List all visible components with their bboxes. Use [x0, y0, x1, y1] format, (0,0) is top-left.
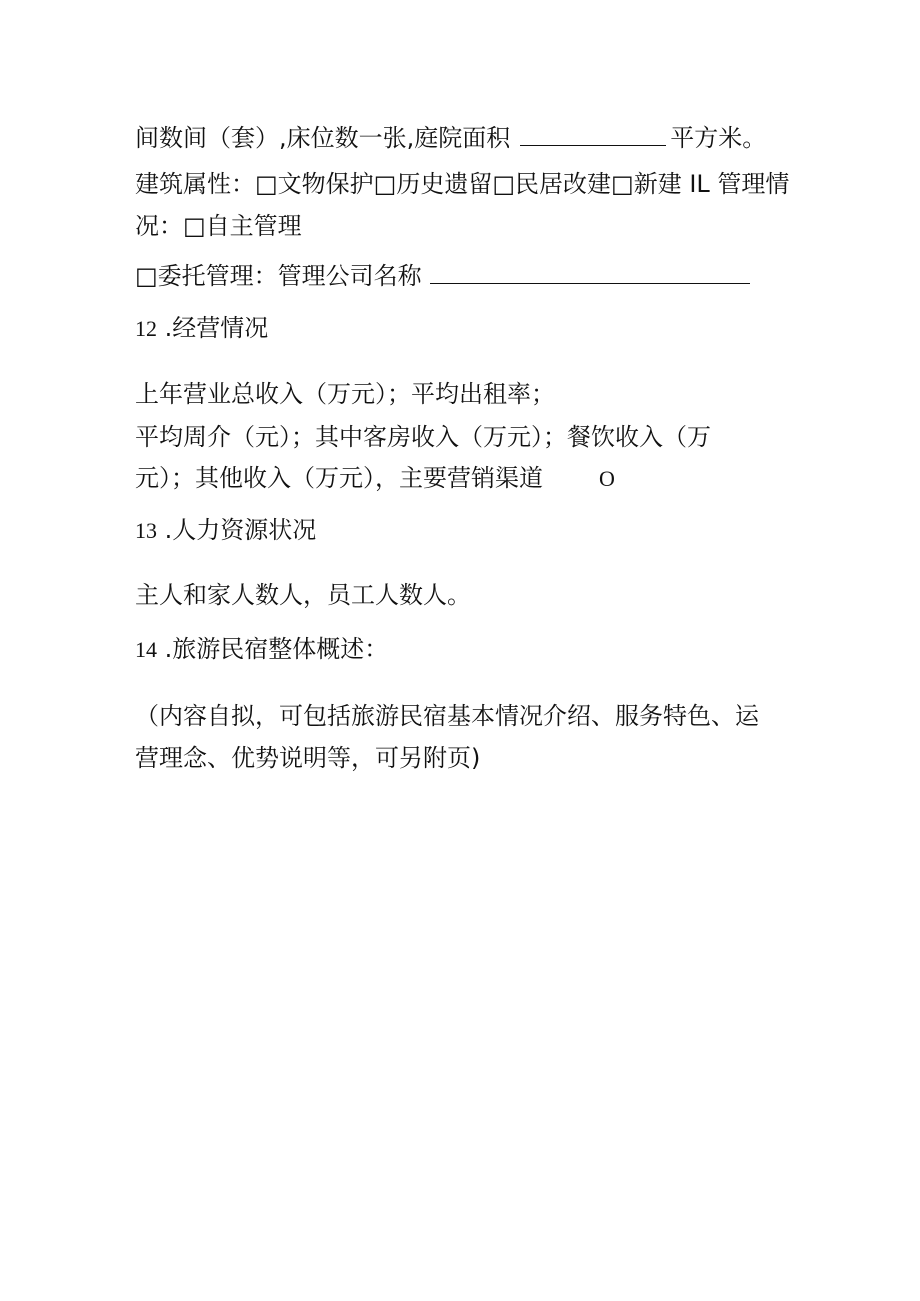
delegated-management-line — [135, 261, 754, 291]
courtyard-area-blank — [520, 123, 666, 146]
revenue-text-1: 上年营业总收入（万元）；平均出租率； — [135, 380, 555, 408]
revenue-line-3 — [135, 463, 615, 494]
section-14-heading — [135, 634, 388, 665]
staff-text: 主人和家人数人，员工人数人。 — [135, 581, 471, 609]
revenue-text-3: 元）；其他收入（万元），主要营销渠道 — [135, 464, 543, 492]
section-12-heading — [135, 313, 268, 344]
management-line — [135, 211, 302, 241]
overview-text-2: 营理念、优势说明等，可另附页) — [135, 744, 481, 772]
section-12-number: 12 — [135, 316, 157, 341]
section-13-heading — [135, 515, 316, 546]
area-unit-text: 平方米。 — [670, 124, 767, 152]
overview-line-1 — [135, 701, 759, 731]
staff-line — [135, 580, 471, 610]
building-attribute-text: 建筑属性：□文物保护□历史遗留□民居改建□新建 IL 管理情 — [135, 170, 790, 198]
end-mark: O — [599, 466, 615, 491]
revenue-line-1 — [135, 379, 555, 409]
overview-text-1: （内容自拟，可包括旅游民宿基本情况介绍、服务特色、运 — [135, 702, 759, 730]
building-attribute-line — [135, 169, 789, 199]
management-company-blank — [430, 261, 750, 284]
revenue-text-2: 平均周介（元）；其中客房收入（万元）；餐饮收入（万 — [135, 423, 711, 451]
revenue-line-2 — [135, 422, 711, 452]
section-14-number: 14 — [135, 637, 157, 662]
section-14-title: .旅游民宿整体概述： — [164, 635, 389, 663]
section-13-number: 13 — [135, 518, 157, 543]
section-13-title: .人力资源状况 — [164, 516, 317, 544]
delegated-management-text: □委托管理：管理公司名称 — [135, 262, 422, 290]
overview-line-2 — [135, 743, 480, 773]
room-bed-area-line — [135, 123, 766, 153]
section-12-title: .经营情况 — [164, 314, 269, 342]
management-text: 况：□自主管理 — [135, 212, 302, 240]
room-bed-area-text: 间数间（套）,床位数一张,庭院面积 — [135, 124, 511, 152]
